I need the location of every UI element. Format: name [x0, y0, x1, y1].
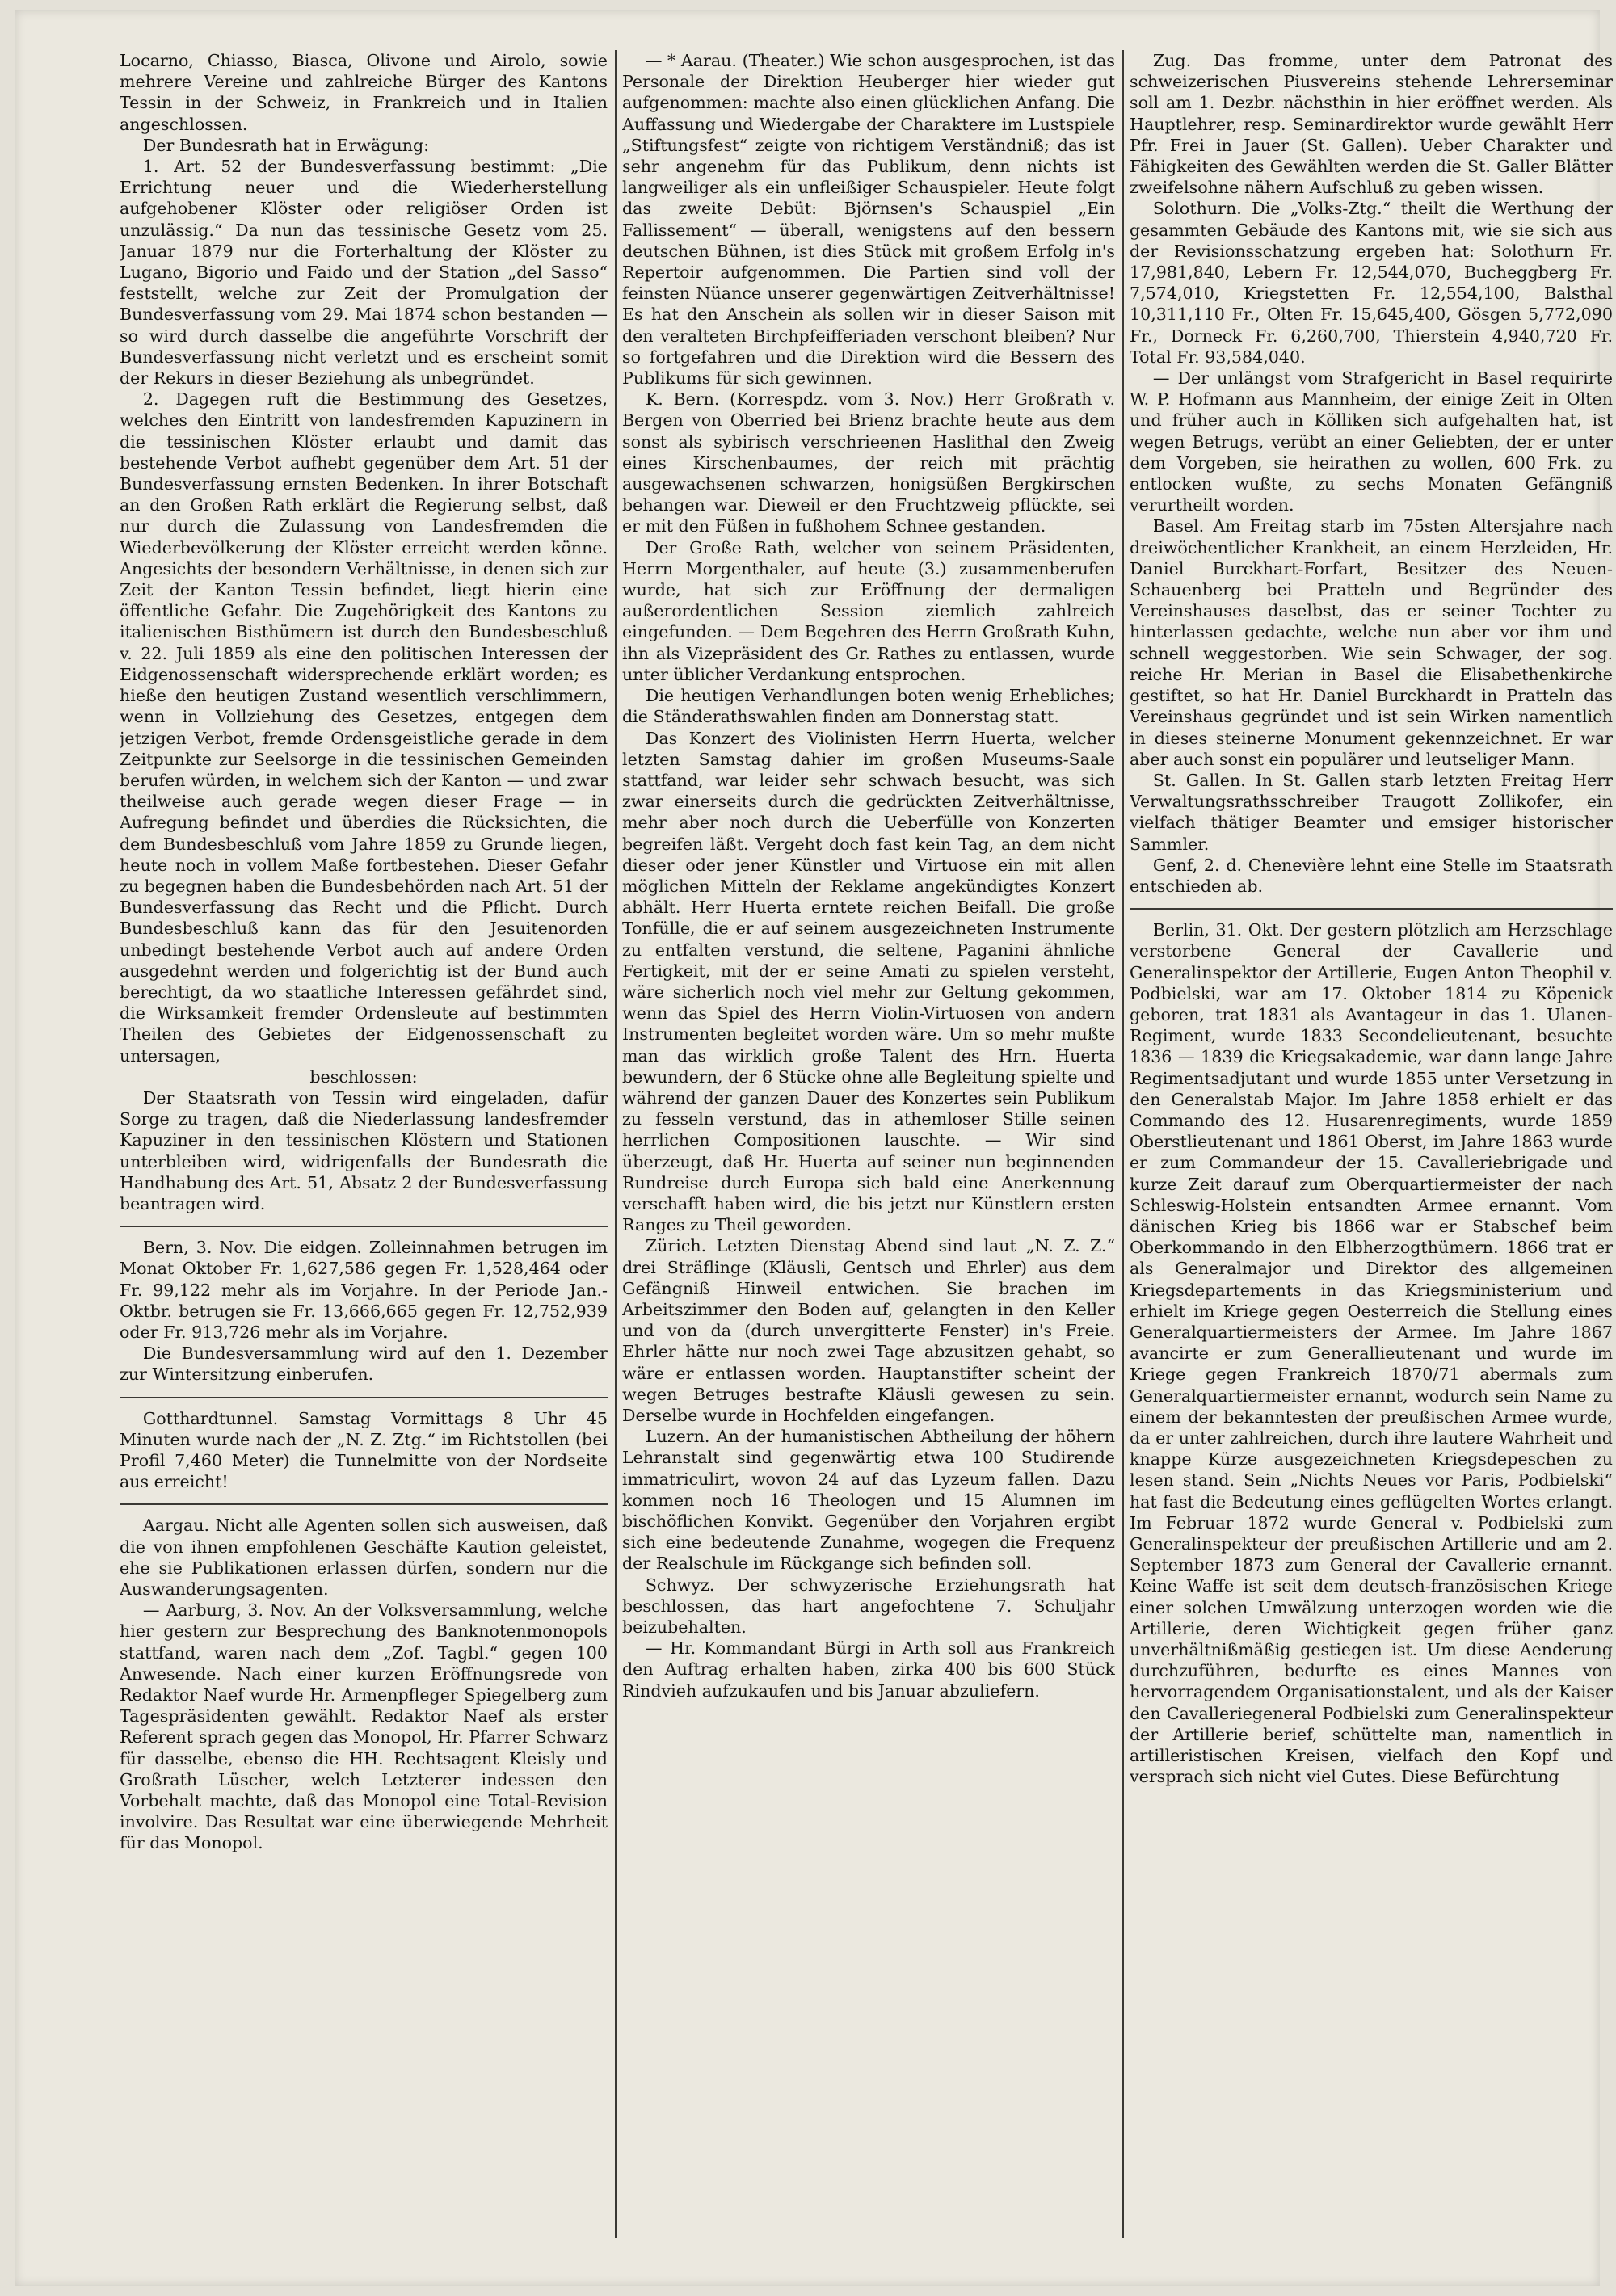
article-separator: [120, 1226, 608, 1227]
paragraph: Die heutigen Verhandlungen boten wenig Erhebliches; die Ständerathswahlen finden am Donnerstag statt.: [622, 686, 1115, 727]
column-rule-left: [615, 50, 617, 2238]
paragraph: — * Aarau. (Theater.) Wie schon ausgesprochen, ist das Personale der Direktion Heuberger hier wieder gut aufgenommen: machte also einen glücklichen Anfang. Die Auffassung und Wiedergabe der Charaktere im Lustspiele „Stiftungsfest“ zeigte von richtigem Verständniß; das ist sehr angenehm für das Publikum, denn nichts ist langweiliger als ein unfleißiger Schauspieler. Heute folgt das zweite Debüt: Björnsen's Schauspiel „Ein Fallissement“ — überall, wenigstens auf den bessern deutschen Bühnen, ist dies Stück mit großem Erfolg in's Repertoir aufgenommen. Die Partien sind voll der feinsten Nüance unserer gegenwärtigen Zeitverhältnisse! Es hat den Anschein als sollen wir in dieser Saison mit den veralteten Birchpfeifferiaden verschont bleiben? Nur so fortgefahren und die Direktion wird die Bessern des Publikums für sich gewinnen.: [622, 51, 1115, 389]
newspaper-page: [15, 10, 1613, 2286]
paragraph: Solothurn. Die „Volks-Ztg.“ theilt die Werthung der gesammten Gebäude des Kantons mit, wie sie sich aus der Revisionsschatzung ergeben hat: Solothurn Fr. 17,981,840, Lebern Fr. 12,544,070, Bucheggberg Fr. 7,574,010, Kriegstetten Fr. 12,554,100, Balsthal 10,311,110 Fr., Olten Fr. 15,645,400, Gösgen 5,772,090 Fr., Dorneck Fr. 6,260,700, Thierstein 4,940,720 Fr. Total Fr. 93,584,040.: [1130, 199, 1613, 367]
column-rule-right: [1122, 50, 1124, 2238]
paragraph: Der Bundesrath hat in Erwägung:: [142, 135, 430, 155]
paragraph: Der Große Rath, welcher von seinem Präsidenten, Herrn Morgenthaler, auf heute (3.) zusammenberufen wurde, hat sich zur Eröffnung der dermaligen außerordentlichen Session ziemlich zahlreich eingefunden. — Dem Begehren des Herrn Großrath Kuhn, ihn als Vizepräsident des Gr. Rathes zu entlassen, wurde unter üblicher Verdankung entsprochen.: [622, 537, 1115, 684]
paragraph: beschlossen:: [309, 1066, 418, 1087]
paragraph: Luzern. An der humanistischen Abtheilung der höhern Lehranstalt sind gegenwärtig etwa 100 Studirende immatriculirt, wovon 24 auf das Lyzeum fallen. Dazu kommen noch 16 Theologen und 15 Alumnen im bischöflichen Konvikt. Gegenüber den Vorjahren ergibt sich eine bedeutende Zunahme, wogegen die Frequenz der Realschule im Rückgange sich befinden soll.: [622, 1427, 1115, 1574]
paragraph: Der Staatsrath von Tessin wird eingeladen, dafür Sorge zu tragen, daß die Niederlassung landesfremder Kapuziner in den tessinischen Klöstern und Stationen unterbleiben wird, widrigenfalls der Bundesrath die Handhabung des Art. 51, Absatz 2 der Bundesverfassung beantragen wird.: [120, 1087, 608, 1213]
paragraph: Das Konzert des Violinisten Herrn Huerta, welcher letzten Samstag dahier im großen Museums-Saale stattfand, war leider sehr schwach besucht, was sich zwar einerseits durch die gedrückten Zeitverhältnisse, mehr aber noch durch die Ueberfülle von Konzerten begreifen läßt. Vergeht doch fast kein Tag, an dem nicht dieser oder jener Künstler und Virtuose ein mit allen möglichen Mitteln der Reklame angekündigtes Konzert abhält. Herr Huerta erntete reichen Beifall. Die große Tonfülle, die er auf seinem ausgezeichneten Instrumente zu entfalten verstund, die seltene, Paganini ähnliche Fertigkeit, mit der er seine Amati zu spielen versteht, wäre sicherlich noch viel mehr zur Geltung gekommen, wenn das Spiel des Herrn Violin-Virtuosen von andern Instrumenten begleitet worden wäre. Um so mehr mußte man das wirklich große Talent des Hrn. Huerta bewundern, der 6 Stücke ohne alle Begleitung spielte und während der ganzen Dauer des Konzertes sein Publikum zu fesseln verstund, das in athemloser Stille seinen herrlichen Compositionen lauschte. — Wir sind überzeugt, daß Hr. Huerta auf seiner nun beginnenden Rundreise durch Europa sich bald eine Anerkennung verschafft haben wird, die bis jetzt nur Künstlern ersten Ranges zu Theil geworden.: [622, 728, 1115, 1235]
paragraph: Basel. Am Freitag starb im 75sten Altersjahre nach dreiwöchentlicher Krankheit, an einem Herzleiden, Hr. Daniel Burckhart-Forfart, Besitzer des Neuen-Schauenberg bei Pratteln und Begründer des Vereinshauses daselbst, das er seiner Tochter zu hinterlassen gedachte, welche nun aber vor ihm und schnell weggestorben. Wie sein Schwager, der sog. reiche Hr. Merian in Basel die Elisabethenkirche gestiftet, so hat Hr. Daniel Burckhardt in Pratteln das Vereinshaus gegründet und ist sein Wirken namentlich in dieses steinerne Monument gekennzeichnet. Er war aber auch sonst ein populärer und leutseliger Mann.: [1130, 516, 1613, 769]
paragraph: 1. Art. 52 der Bundesverfassung bestimmt: „Die Errichtung neuer und die Wiederherstellung aufgehobener Klöster oder religiöser Orden ist unzulässig.“ Da nun das tessinische Gesetz vom 25. Januar 1879 nur die Forterhaltung der Klöster zu Lugano, Bigorio und Faido und der Station „del Sasso“ feststellt, welche zur Zeit der Promulgation der Bundesverfassung vom 29. Mai 1874 schon bestanden — so wird durch dasselbe die angeführte Vorschrift der Bundesverfassung nicht verletzt und es erscheint somit der Rekurs in dieser Beziehung als unbegründet.: [120, 157, 608, 389]
paragraph: Locarno, Chiasso, Biasca, Olivone und Airolo, sowie mehrere Vereine und zahlreiche Bürger des Kantons Tessin in der Schweiz, in Frankreich und in Italien angeschlossen.: [120, 51, 608, 134]
column-3: [1130, 50, 1613, 2254]
paragraph: Gotthardtunnel. Samstag Vormittags 8 Uhr 45 Minuten wurde nach der „N. Z. Ztg.“ im Richtstollen (bei Profil 7,460 Meter) die Tunnelmitte von der Nordseite aus erreicht!: [120, 1408, 608, 1492]
paragraph: Zug. Das fromme, unter dem Patronat des schweizerischen Piusvereins stehende Lehrerseminar soll am 1. Dezbr. nächsthin in hier eröffnet werden. Als Hauptlehrer, resp. Seminardirektor wurde gewählt Herr Pfr. Frei in Jauer (St. Gallen). Ueber Charakter und Fähigkeiten des Gewählten werden die St. Galler Blätter zweifelsohne nähern Aufschluß zu geben wissen.: [1130, 51, 1613, 198]
paragraph: St. Gallen. In St. Gallen starb letzten Freitag Herr Verwaltungsrathsschreiber Traugott Zollikofer, ein vielfach thätiger Beamter und emsiger historischer Sammler.: [1130, 770, 1613, 854]
column-2: [622, 50, 1115, 2254]
paragraph: K. Bern. (Korrespdz. vom 3. Nov.) Herr Großrath v. Bergen von Oberried bei Brienz brachte heute aus dem sonst als sybirisch verschrieenen Haslithal den Zweig eines Kirschenbaumes, der reich mit prächtig ausgewachsenen schwarzen, honigsüßen Bergkirschen behangen war. Dieweil er den Fruchtzweig pflückte, sei er mit den Füßen in fußhohem Schnee gestanden.: [622, 389, 1115, 536]
paragraph: Berlin, 31. Okt. Der gestern plötzlich am Herzschlage verstorbene General der Cavallerie und Generalinspektor der Artillerie, Eugen Anton Theophil v. Podbielski, war am 17. Oktober 1814 zu Köpenick geboren, trat 1831 als Avantageur in das 1. Ulanen-Regiment, wurde 1833 Secondelieutenant, besuchte 1836 — 1839 die Kriegsakademie, war dann lange Jahre Regimentsadjutant und wurde 1855 unter Versetzung in den Generalstab Major. Im Jahre 1858 erhielt er das Commando des 12. Husarenregiments, wurde 1859 Oberstlieutenant und 1861 Oberst, im Jahre 1863 wurde er zum Commandeur der 15. Cavalleriebrigade und kurze Zeit darauf zum Oberquartiermeister der nach Schleswig-Holstein entsandten Armee ernannt. Vom dänischen Krieg bis 1866 war er Stabschef beim Oberkommando in den Elbherzogthümern. 1866 trat er als Generalmajor und Direktor des allgemeinen Kriegsdepartements in das Kriegsministerium und erhielt im Kriege gegen Oesterreich die Stellung eines Generalquartiermeisters der Armee. Im Jahre 1867 avancirte er zum Generallieutenant und wurde im Kriege gegen Frankreich 1870/71 abermals zum Generalquartiermeister ernannt, wodurch sein Name zu einem der bekanntesten der preußischen Armee wurde, da er unter zahlreichen, durch ihre lautere Wahrheit und knappe Kürze ausgezeichneten Kriegsdepeschen zu lesen stand. Sein „Nichts Neues vor Paris, Podbielski“ hat fast die Bedeutung eines geflügelten Wortes erlangt. Im Februar 1872 wurde General v. Podbielski zum Generalinspekteur der preußischen Artillerie und am 2. September 1873 zum General der Cavallerie ernannt. Keine Waffe ist seit dem deutsch-französischen Kriege einer solchen Umwälzung unterzogen worden wie die Artillerie, deren Wichtigkeit gegen früher ganz unverhältnißmäßig gestiegen ist. Um diese Aenderung durchzuführen, bedurfte es eines Mannes von hervorragendem Organisationstalent, und als der Kaiser den Cavalleriegeneral Podbielski zum Generalinspekteur der Artillerie berief, schüttelte man, namentlich in artilleristischen Kreisen, vielfach den Kopf und versprach sich nicht viel Gutes. Diese Befürchtung: [1130, 920, 1613, 1787]
paragraph: — Der unlängst vom Strafgericht in Basel requirirte W. P. Hofmann aus Mannheim, der einige Zeit in Olten und früher auch in Kölliken sich aufgehalten hat, ist wegen Betrugs, verübt an einer Geliebten, der er unter dem Vorgeben, sie heirathen zu wollen, 600 Frk. zu entlocken wußte, zu sechs Monaten Gefängniß verurtheilt worden.: [1130, 368, 1613, 515]
paragraph: Genf, 2. d. Chenevière lehnt eine Stelle im Staatsrath entschieden ab.: [1130, 855, 1613, 896]
article-separator: [120, 1503, 608, 1505]
paragraph: Zürich. Letzten Dienstag Abend sind laut „N. Z. Z.“ drei Sträflinge (Kläusli, Gentsch und Ehrler) aus dem Gefängniß Hinweil entwichen. Sie brachen im Arbeitszimmer den Boden auf, gelangten in den Keller und von da (durch unvergitterte Fenster) in's Freie. Ehrler hätte nur noch zwei Tage abzusitzen gehabt, so wäre er entlassen worden. Hauptanstifter scheint der wegen Betruges bestrafte Kläusli gewesen zu sein. Derselbe wurde in Hochfelden eingefangen.: [622, 1236, 1115, 1425]
article-separator: [120, 1397, 608, 1398]
paragraph: Aargau. Nicht alle Agenten sollen sich ausweisen, daß die von ihnen empfohlenen Geschäfte Kaution geleistet, ehe sie Publikationen erlassen dürfen, sondern nur die Auswanderungsagenten.: [120, 1516, 608, 1600]
column-1: [120, 50, 608, 2254]
paragraph: — Aarburg, 3. Nov. An der Volksversammlung, welche hier gestern zur Besprechung des Banknotenmonopols stattfand, waren nach dem „Zof. Tagbl.“ gegen 100 Anwesende. Nach einer kurzen Eröffnungsrede von Redaktor Naef wurde Hr. Armenpfleger Spiegelberg zum Tagespräsidenten gewählt. Redaktor Naef als erster Referent sprach gegen das Monopol, Hr. Pfarrer Schwarz für dasselbe, ebenso die HH. Rechtsagent Kleisly und Großrath Lüscher, welch Letzterer indessen den Vorbehalt machte, daß das Monopol eine Total-Revision involvire. Das Resultat war eine überwiegende Mehrheit für das Monopol.: [120, 1600, 608, 1853]
paragraph: Die Bundesversammlung wird auf den 1. Dezember zur Wintersitzung einberufen.: [120, 1344, 608, 1385]
paragraph: 2. Dagegen ruft die Bestimmung des Gesetzes, welches den Eintritt von landesfremden Kapuzinern in die tessinischen Klöster erlaubt und damit das bestehende Verbot aufhebt gegenüber dem Art. 51 der Bundesverfassung ernsten Bedenken. In ihrer Botschaft an den Großen Rath erklärt die Regierung selbst, daß nur durch die Zulassung von Landesfremden die Wiederbevölkerung der Klöster erreicht werden könne. Angesichts der besondern Verhältnisse, in denen sich zur Zeit der Kanton Tessin befindet, liegt hierin eine öffentliche Gefahr. Die Zugehörigkeit des Kantons zu italienischen Bisthümern ist durch den Bundesbeschluß v. 22. Juli 1859 als eine den politischen Interessen der Eidgenossenschaft widersprechende erklärt worden; es hieße den heutigen Zustand wesentlich verschlimmern, wenn in Vollziehung des Gesetzes, entgegen dem jetzigen Verbot, fremde Ordensgeistliche gerade in dem Zeitpunkte zur Seelsorge in die tessinischen Gemeinden berufen würden, in welchem sich der Kanton — und zwar theilweise auch gerade wegen dieser Frage — in Aufregung befindet und überdies die Rücksichten, die dem Bundesbeschluß vom Jahre 1859 zu Grunde liegen, heute noch in vollem Maße fortbestehen. Dieser Gefahr zu begegnen haben die Bundesbehörden nach Art. 51 der Bundesverfassung das Recht und die Pflicht. Durch Bundesbeschluß kann das für den Jesuitenorden unbedingt bestehende Verbot auch auf andere Orden ausgedehnt werden und folgerichtig ist der Bund auch berechtigt, da wo staatliche Interessen gefährdet sind, die Wirksamkeit fremder Ordensleute auf bestimmten Theilen des Gebietes der Eidgenossenschaft zu untersagen,: [120, 389, 608, 1066]
paragraph: Schwyz. Der schwyzerische Erziehungsrath hat beschlossen, das hart angefochtene 7. Schuljahr beizubehalten.: [622, 1575, 1115, 1638]
paragraph: Bern, 3. Nov. Die eidgen. Zolleinnahmen betrugen im Monat Oktober Fr. 1,627,586 gegen Fr. 1,528,464 oder Fr. 99,122 mehr als im Vorjahre. In der Periode Jan.-Oktbr. betrugen sie Fr. 13,666,665 gegen Fr. 12,752,939 oder Fr. 913,726 mehr als im Vorjahre.: [120, 1238, 608, 1342]
paragraph: — Hr. Kommandant Bürgi in Arth soll aus Frankreich den Auftrag erhalten haben, zirka 400 bis 600 Stück Rindvieh aufzukaufen und bis Januar abzuliefern.: [622, 1638, 1115, 1701]
article-separator: [1130, 908, 1613, 910]
